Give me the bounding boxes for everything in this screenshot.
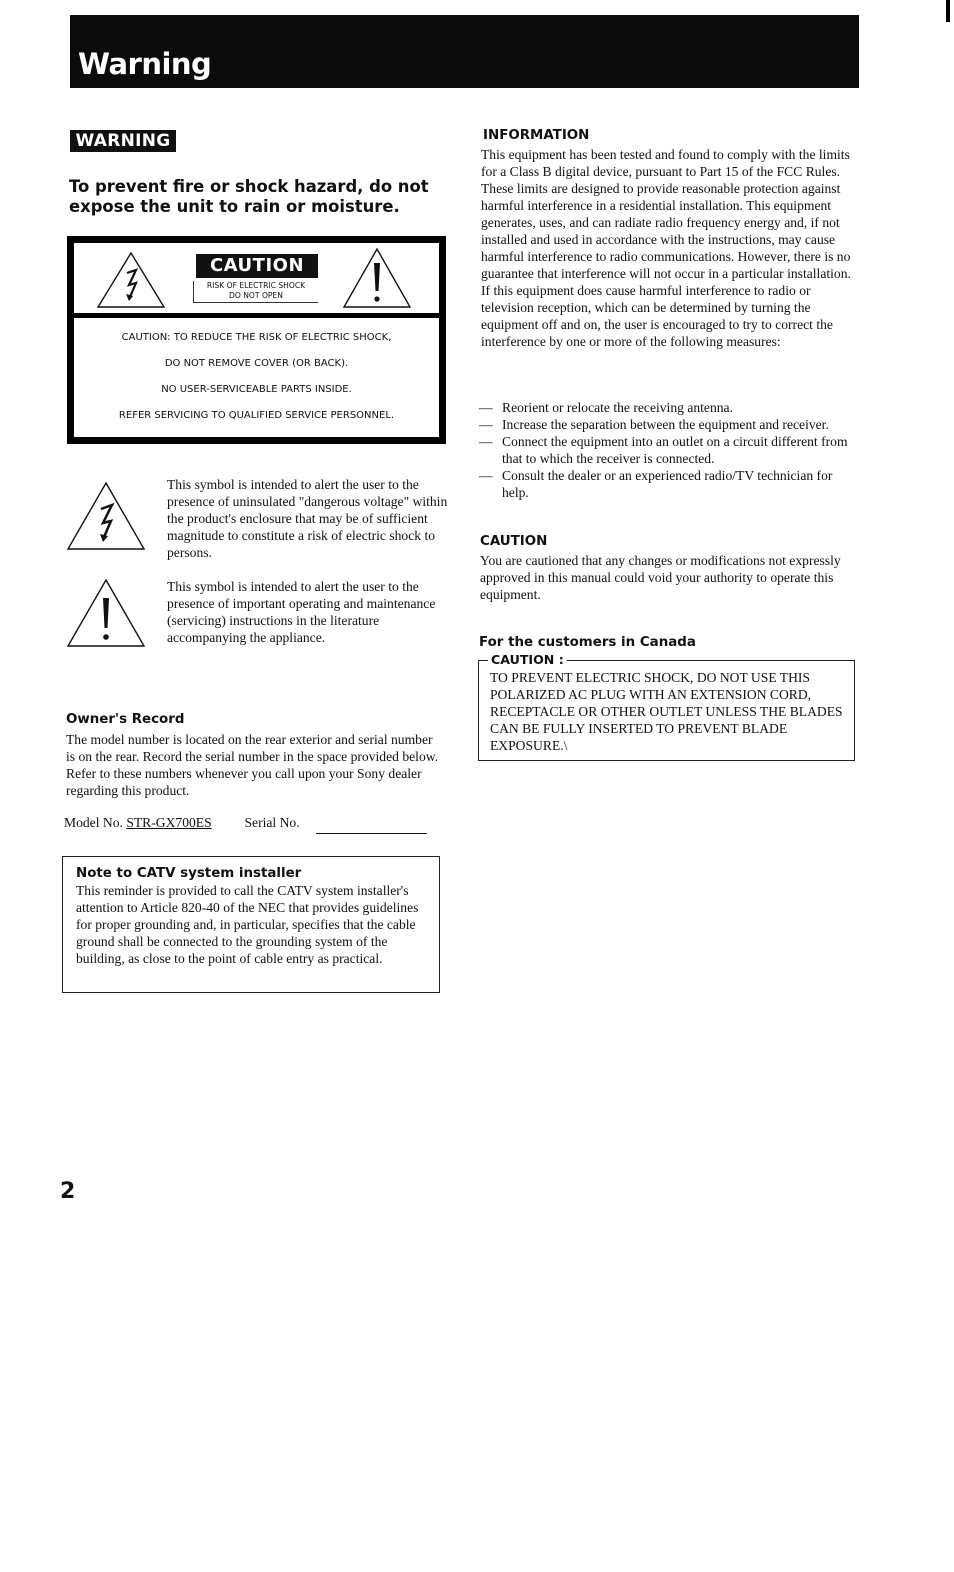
lightning-triangle-icon: [96, 251, 166, 309]
canada-caution-body: TO PREVENT ELECTRIC SHOCK, DO NOT USE THIS POLARIZED AC PLUG WITH AN EXTENSION CORD, RECEPTACLE OR OTHER OUTLET UNLESS THE BLADES CAN BE FULLY INSERTED TO PREVENT BLADE EXPOSURE.\: [490, 670, 843, 753]
lightning-triangle-icon: [66, 481, 146, 551]
model-label: Model No.: [64, 815, 123, 830]
list-item: — Increase the separation between the equipment and receiver.: [479, 416, 859, 433]
exclamation-triangle-icon: [66, 578, 146, 648]
list-item: — Consult the dealer or an experienced radio/TV technician for help.: [479, 467, 859, 501]
symbol-description: This symbol is intended to alert the user to the presence of uninsulated "dangerous voltage" within the product's enclosure that may be of sufficient magnitude to constitute a risk of electric shock to persons.: [167, 477, 448, 560]
information-body: This equipment has been tested and found to comply with the limits for a Class B digital device, pursuant to Part 15 of the FCC Rules. These limits are designed to provide reasonable protection against harmful interference in a residential installation. This equipment generates, uses, and can radiate radio frequency energy and, if not installed and used in accordance with the instructions, may cause harmful interference to radio communications. However, there is no guarantee that interference will not occur in a particular installation. If this equipment does cause harmful interference to radio or television reception, which can be determined by turning the equipment off and on, the user is encouraged to try to correct the interference by one or more of the following measures:: [481, 147, 851, 349]
risk-of-shock-text: RISK OF ELECTRIC SHOCK: [206, 281, 306, 290]
list-item: — Reorient or relocate the receiving antenna.: [479, 399, 859, 416]
exclamation-triangle-icon: [342, 247, 412, 309]
caution-heading: CAUTION: [480, 534, 548, 549]
serial-number-blank: [316, 833, 427, 834]
do-not-open-text: DO NOT OPEN: [229, 291, 283, 300]
list-item: — Connect the equipment into an outlet on a circuit different from that to which the receiver is connected.: [479, 433, 859, 467]
caution-tag: CAUTION: [196, 254, 318, 278]
canada-caution-tag: CAUTION :: [488, 652, 567, 667]
measures-list: [479, 399, 859, 501]
corner-mark: [946, 0, 950, 22]
caution-line: CAUTION: TO REDUCE THE RISK OF ELECTRIC SHOCK,: [121, 332, 392, 343]
owners-record-heading: Owner's Record: [66, 712, 185, 727]
canada-heading: For the customers in Canada: [479, 635, 696, 650]
page-number: 2: [60, 1179, 76, 1204]
symbol-description: This symbol is intended to alert the user to the presence of important operating and maintenance (servicing) instructions in the literature accompanying the appliance.: [167, 579, 436, 645]
caution-line: NO USER-SERVICEABLE PARTS INSIDE.: [161, 384, 352, 395]
page-title: Warning: [78, 47, 212, 81]
caution-body: You are cautioned that any changes or modifications not expressly approved in this manual could void your authority to operate this equipment.: [480, 553, 841, 602]
model-value: STR-GX700ES: [126, 815, 212, 830]
caution-line: REFER SERVICING TO QUALIFIED SERVICE PERSONNEL.: [118, 410, 395, 421]
risk-text: [193, 281, 318, 303]
warning-headline: To prevent fire or shock hazard, do not expose the unit to rain or moisture.: [69, 177, 429, 216]
catv-heading: Note to CATV system installer: [76, 866, 302, 881]
header-banner: [70, 15, 859, 88]
warning-label: WARNING: [70, 130, 176, 152]
owners-record-body: The model number is located on the rear exterior and serial number is on the rear. Record the serial number in the space provided below. Refer to these numbers whenever you call upon your Sony dealer regarding this product.: [66, 732, 439, 798]
serial-label: Serial No.: [244, 815, 300, 830]
caution-line: DO NOT REMOVE COVER (OR BACK).: [164, 358, 349, 369]
model-line: [64, 815, 300, 831]
information-heading: INFORMATION: [483, 128, 590, 143]
catv-body: This reminder is provided to call the CATV system installer's attention to Article 820-40 of the NEC that provides guidelines for proper grounding and, in particular, specifies that the cable ground shall be connected to the grounding system of the building, as close to the point of cable entry as practical.: [76, 883, 419, 966]
